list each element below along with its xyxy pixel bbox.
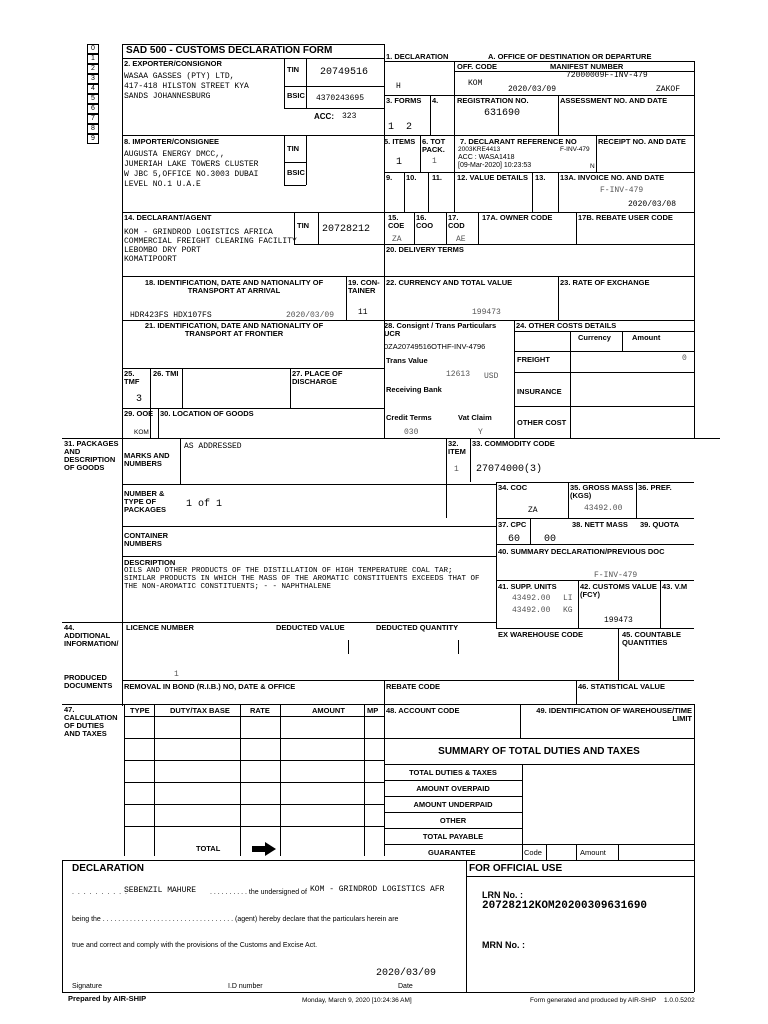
tmf-value: 3: [136, 394, 143, 405]
item-value: 1: [454, 465, 459, 474]
declarant-address-1: COMMERCIAL FREIGHT CLEARING FACILITY: [124, 237, 297, 246]
duty-base-col-label: DUTY/TAX BASE: [170, 706, 230, 715]
deducted-qty-label: DEDUCTED QUANTITY: [376, 623, 459, 632]
declarant-acc: ACC : WASA1418: [458, 154, 515, 161]
agent-name: KOM - GRINDROD LOGISTICS AFR: [310, 885, 445, 894]
coe-value: ZA: [392, 235, 402, 244]
index-5: 5: [87, 94, 99, 104]
total-payable-label: TOTAL PAYABLE: [422, 832, 484, 841]
timestamp: Monday, March 9, 2020 [10:24:36 AM]: [302, 997, 412, 1004]
delivery-terms-label: 20. DELIVERY TERMS: [386, 245, 464, 254]
cod-value: AE: [456, 235, 466, 244]
exporter-bsic: 4370243695: [316, 94, 365, 103]
undersigned-text: . . . . . . . . . . the undersigned of: [210, 889, 307, 896]
forms-label: 3. FORMS: [386, 96, 422, 105]
declaration-label: 1. DECLARATION: [386, 52, 449, 61]
supp-units-label: 41. SUPP. UNITS: [498, 582, 557, 591]
summary-doc-value: F-INV-479: [594, 571, 638, 580]
cpc-value-2: 00: [544, 534, 557, 545]
currency-total-label: 22. CURRENCY AND TOTAL VALUE: [386, 278, 513, 287]
assessment-label: ASSESSMENT NO. AND DATE: [560, 96, 668, 105]
undersigned-dots: . . . . . . . . . .: [72, 889, 128, 896]
coe-label: 15. COE: [388, 213, 405, 230]
ucr-value: 0ZA20749516OTHF-INV-4796: [384, 342, 486, 351]
vat-claim-label: Vat Claim: [458, 413, 492, 422]
prepared-by: Prepared by AIR-SHIP: [68, 994, 147, 1003]
num-packages-value: 1 of 1: [186, 499, 223, 510]
container-value: 11: [358, 308, 368, 317]
supp-units-value-2: 43492.00: [512, 606, 551, 615]
tot-pack-value: 1: [432, 157, 437, 166]
other-cost-label: OTHER COST: [517, 418, 567, 427]
num-type-label: NUMBER & TYPE OF PACKAGES: [124, 489, 166, 514]
coc-label: 34. COC: [498, 483, 528, 492]
customs-value: 199473: [604, 616, 633, 625]
value-details-label: 12. VALUE DETAILS: [457, 173, 528, 182]
overpaid-label: AMOUNT OVERPAID: [416, 784, 490, 793]
manifest-number: 72000009F-INV-479: [566, 71, 648, 80]
rebate-code-label: REBATE CODE: [386, 682, 441, 691]
container-label: 19. CON- TAINER: [348, 278, 380, 295]
exporter-address-1: 417-418 HILSTON STREET KYA: [124, 82, 249, 91]
vat-claim-value: Y: [478, 428, 483, 437]
ooe-value: KOM: [134, 429, 149, 436]
index-1: 1: [87, 54, 99, 64]
index-3: 3: [87, 74, 99, 84]
exporter-label: 2. EXPORTER/CONSIGNOR: [124, 59, 222, 68]
field-9-label: 9.: [386, 173, 393, 182]
index-2: 2: [87, 64, 99, 74]
declarant-name: KOM - GRINDROD LOGISTICS AFRICA: [124, 228, 273, 237]
tmf-label: 25. TMF: [124, 369, 140, 386]
gross-mass-value: 43492.00: [584, 504, 623, 513]
exporter-name: WASAA GASSES (PTY) LTD,: [124, 72, 235, 81]
total-label: TOTAL: [196, 844, 221, 853]
coc-value: ZA: [528, 506, 538, 515]
item-label: 32. ITEM: [448, 439, 466, 456]
date-label: Date: [398, 983, 413, 990]
trans-value-label: Trans Value: [386, 356, 428, 365]
declarant-tin-label: TIN: [297, 221, 310, 230]
manifest-suffix: ZAKOF: [656, 85, 681, 94]
amount-col-label-2: AMOUNT: [312, 706, 345, 715]
declarant-label: 14. DECLARANT/AGENT: [124, 213, 212, 222]
registration-number: 631690: [484, 108, 521, 119]
importer-bsic-label: BSIC: [287, 168, 305, 177]
importer-address-3: LEVEL NO.1 U.A.E: [124, 180, 201, 189]
forms-value: 1: [388, 122, 395, 133]
rate-col-label: RATE: [250, 706, 270, 715]
currency-col-label: Currency: [578, 333, 611, 342]
total-value: 199473: [472, 308, 501, 317]
id-number-label: I.D number: [228, 983, 263, 990]
tmi-label: 26. TMI: [153, 369, 179, 378]
warehouse-ident-label: 49. IDENTIFICATION OF WAREHOUSE/TIME LIMIT: [536, 706, 692, 723]
other-label: OTHER: [439, 816, 467, 825]
cpc-label: 37. CPC: [498, 520, 527, 529]
amount-label: Amount: [580, 848, 606, 857]
off-code-label: OFF. CODE: [457, 62, 498, 71]
account-code-label: 48. ACCOUNT CODE: [386, 706, 460, 715]
credit-terms-label: Credit Terms: [386, 413, 432, 422]
quota-label: 39. QUOTA: [640, 520, 680, 529]
calc-label: 47. CALCULATION OF DUTIES AND TAXES: [64, 705, 118, 738]
amount-col-label: Amount: [632, 333, 661, 342]
index-0: 0: [87, 44, 99, 54]
tot-pack-label: 6. TOT PACK.: [422, 137, 446, 154]
exporter-bsic-label: BSIC: [287, 91, 305, 100]
summary-decl-label: 40. SUMMARY DECLARATION/PREVIOUS DOC: [498, 547, 665, 556]
acc-value: 323: [342, 112, 357, 121]
declarant-address-2: LEBOMBO DRY PORT: [124, 246, 201, 255]
declarant-date: [09-Mar-2020] 10:23:53: [458, 162, 532, 169]
place-discharge-label: 27. PLACE OF DISCHARGE: [292, 369, 343, 386]
being-the-text: being the . . . . . . . . . . . . . . . . . . . . . . . . . . . . . . . . . . (agent) hereby declare that the particulars herein are: [72, 916, 399, 923]
nett-mass-label: 38. NETT MASS: [572, 520, 628, 529]
mp-col-label: MP: [367, 706, 379, 715]
underpaid-label: AMOUNT UNDERPAID: [413, 800, 493, 809]
signature-label: Signature: [72, 983, 102, 990]
guarantee-label: GUARANTEE: [428, 848, 476, 857]
stat-value-label: 46. STATISTICAL VALUE: [578, 682, 665, 691]
importer-address-2: W JBC 5,OFFICE NO.3003 DUBAI: [124, 170, 259, 179]
declarant-tin: 20728212: [322, 224, 371, 235]
generated-by: Form generated and produced by AIR-SHIP: [530, 997, 657, 1004]
container-numbers-label: CONTAINER NUMBERS: [124, 531, 169, 548]
rebate-user-label: 17B. REBATE USER CODE: [578, 213, 673, 222]
index-7: 7: [87, 114, 99, 124]
produced-docs-label: PRODUCED DOCUMENTS: [64, 673, 113, 690]
official-use-title: FOR OFFICIAL USE: [469, 863, 563, 874]
marks-label: MARKS AND NUMBERS: [124, 451, 170, 468]
supp-units-unit-2: KG: [563, 606, 573, 615]
receipt-label: RECEIPT NO. AND DATE: [598, 137, 686, 146]
type-col-label: TYPE: [130, 706, 150, 715]
true-correct-text: true and correct and comply with the provisions of the Customs and Excise Act.: [72, 942, 318, 949]
arrival-ident: HDR423FS HDX107FS: [130, 311, 212, 320]
coo-label: 16. COO: [416, 213, 434, 230]
arrival-ident-label: 18. IDENTIFICATION, DATE AND NATIONALITY OF TRANSPORT AT ARRIVAL: [144, 278, 324, 295]
credit-terms-value: 030: [404, 428, 419, 437]
gross-mass-label: 35. GROSS MASS (KGS): [570, 483, 634, 500]
arrow-right-icon: [252, 842, 276, 856]
index-4: 4: [87, 84, 99, 94]
removal-label: REMOVAL IN BOND (R.I.B.) NO, DATE & OFFICE: [124, 682, 296, 691]
items-value: 1: [396, 157, 403, 168]
office-code: KOM: [468, 79, 483, 88]
packages-label: 31. PACKAGES AND DESCRIPTION OF GOODS: [64, 439, 119, 472]
invoice-label: 13A. INVOICE NO. AND DATE: [560, 173, 665, 182]
additional-info-label: 44. ADDITIONAL INFORMATION/: [64, 623, 119, 648]
declarant-ref-label: 7. DECLARANT REFERENCE NO: [460, 137, 577, 146]
vm-label: 43. V.M: [662, 582, 688, 591]
form-title: SAD 500 - CUSTOMS DECLARATION FORM: [126, 45, 333, 56]
index-6: 6: [87, 104, 99, 114]
customs-value-label: 42. CUSTOMS VALUE (FCY): [580, 582, 657, 599]
ex-warehouse-label: EX WAREHOUSE CODE: [498, 630, 584, 639]
commodity-code: 27074000(3): [476, 464, 543, 475]
countable-label: 45. COUNTABLE QUANTITIES: [622, 630, 682, 647]
summary-title: SUMMARY OF TOTAL DUTIES AND TAXES: [438, 746, 640, 757]
exporter-address-2: SANDS JOHANNESBURG: [124, 92, 211, 101]
marks-value: AS ADDRESSED: [184, 442, 242, 451]
lrn-value: 20728212KOM20200309631690: [482, 900, 648, 912]
items-label: 5. ITEMS: [384, 137, 416, 146]
index-9: 9: [87, 134, 99, 144]
field-11-label: 11.: [432, 173, 443, 182]
index-8: 8: [87, 124, 99, 134]
trans-value: 12613: [446, 370, 471, 379]
field-13-label: 13.: [535, 173, 546, 182]
declaration-type: H: [396, 82, 401, 91]
importer-name: AUGUSTA ENERGY DMCC,,: [124, 150, 225, 159]
freight-value: 0: [682, 354, 687, 363]
pref-label: 36. PREF.: [638, 483, 672, 492]
manifest-label: MANIFEST NUMBER: [550, 62, 624, 71]
supp-units-unit-1: LI: [563, 594, 573, 603]
importer-label: 8. IMPORTER/CONSIGNEE: [124, 137, 220, 146]
declarant-ref-2: F-INV-479: [560, 146, 590, 153]
description-label: DESCRIPTION: [124, 558, 176, 567]
cod-label: 17. COD: [448, 213, 465, 230]
produced-docs-value: 1: [174, 670, 179, 679]
consign-ucr-label: 28. Consignt / Trans Particulars UCR: [384, 321, 497, 338]
declaration-date: 2020/03/09: [376, 968, 437, 979]
code-label: Code: [524, 848, 542, 857]
rate-exchange-label: 23. RATE OF EXCHANGE: [560, 278, 650, 287]
importer-address-1: JUMERIAH LAKE TOWERS CLUSTER: [124, 160, 259, 169]
exporter-tin-label: TIN: [287, 65, 300, 74]
freight-label: FREIGHT: [517, 355, 550, 364]
declarant-n: N: [590, 163, 595, 170]
receiving-bank-label: Receiving Bank: [386, 385, 442, 394]
lrn-label: LRN No. :: [482, 890, 523, 900]
declarant-ref-1: 2003KRE4413: [458, 146, 501, 153]
ooe-label: 29. OOE: [124, 409, 154, 418]
goods-description: OILS AND OTHER PRODUCTS OF THE DISTILLATION OF HIGH TEMPERATURE COAL TAR; SIMILAR PRODUCTS IN WHICH THE MASS OF THE AROMATIC CONSTITUENTS EXCEEDS THAT OF THE NON-AROMATIC CONSTITUENTS; - - NAPHTHALENE: [124, 567, 480, 591]
manifest-date: 2020/03/09: [508, 85, 557, 94]
insurance-label: INSURANCE: [517, 387, 562, 396]
registration-label: REGISTRATION NO.: [457, 96, 529, 105]
owner-code-label: 17A. OWNER CODE: [482, 213, 553, 222]
declaration-title: DECLARATION: [72, 863, 145, 874]
commodity-label: 33. COMMODITY CODE: [472, 439, 555, 448]
office-dest-label: A. OFFICE OF DESTINATION OR DEPARTURE: [488, 52, 652, 61]
forms-4-value: 2: [406, 122, 413, 133]
other-costs-label: 24. OTHER COSTS DETAILS: [516, 321, 617, 330]
field-10-label: 10.: [406, 173, 417, 182]
cpc-value-1: 60: [508, 534, 521, 545]
importer-tin-label: TIN: [287, 144, 300, 153]
signer-name: SEBENZIL MAHURE: [124, 886, 197, 895]
version: 1.0.0.5202: [664, 997, 695, 1004]
frontier-ident-label: 21. IDENTIFICATION, DATE AND NATIONALITY OF TRANSPORT AT FRONTIER: [144, 321, 324, 338]
supp-units-value-1: 43492.00: [512, 594, 551, 603]
declarant-address-3: KOMATIPOORT: [124, 255, 177, 264]
arrival-date: 2020/03/09: [286, 311, 335, 320]
invoice-date: 2020/03/08: [628, 200, 677, 209]
total-duties-label: TOTAL DUTIES & TAXES: [409, 768, 497, 777]
licence-label: LICENCE NUMBER: [126, 623, 194, 632]
exporter-tin: 20749516: [320, 67, 369, 78]
mrn-label: MRN No. :: [482, 940, 525, 950]
trans-currency: USD: [484, 372, 499, 381]
location-goods-label: 30. LOCATION OF GOODS: [160, 409, 254, 418]
field-4-label: 4.: [432, 96, 439, 105]
invoice-number: F-INV-479: [600, 186, 644, 195]
deducted-value-label: DEDUCTED VALUE: [276, 623, 345, 632]
acc-label: ACC:: [314, 112, 334, 121]
